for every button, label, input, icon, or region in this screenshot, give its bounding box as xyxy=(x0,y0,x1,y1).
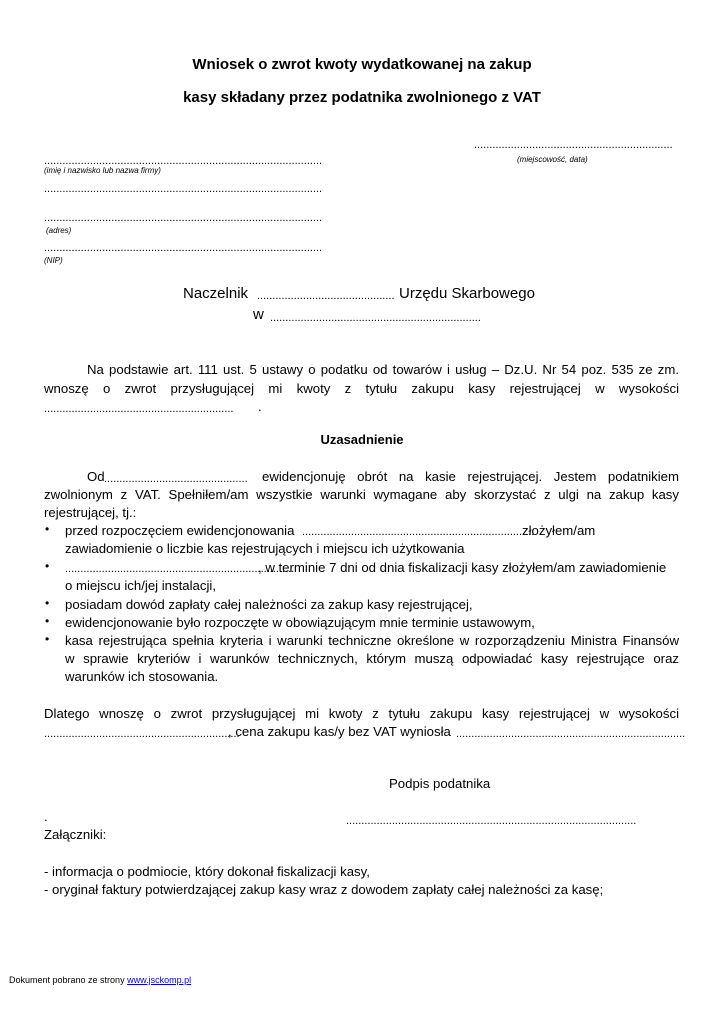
justification-line1: ewidencjonuję obrót na kasie rejestrującej. Jestem podatnikiem xyxy=(262,469,679,484)
footer-link[interactable]: www.jsckomp.pl xyxy=(127,975,192,985)
address-caption: (adres) xyxy=(46,226,72,235)
signature-field[interactable]: ............................................................................................... xyxy=(346,815,637,827)
installation-date-field[interactable]: ........................................................................... xyxy=(65,563,295,575)
request-paragraph-line1: Na podstawie art. 111 ust. 5 ustawy o podatku od towarów i usług – Dz.U. Nr 54 poz. 535 ze zm. xyxy=(87,362,679,377)
bullet1-text: przed rozpoczęciem ewidencjonowania xyxy=(65,523,295,538)
final-amount-field[interactable]: ................................................................ xyxy=(44,728,240,740)
bullet-icon: • xyxy=(45,559,50,573)
bullet1-end: złożyłem/am xyxy=(522,523,596,538)
final-request-line1: Dlatego wnoszę o zwrot przysługującej mi kwoty z tytułu zakupu kasy rejestrującej w wysokości xyxy=(44,706,679,721)
document-title-line1: Wniosek o zwrot kwoty wydatkowanej na zakup xyxy=(192,56,532,73)
bullet4-text: ewidencjonowanie było rozpoczęte w obowiązującym mnie terminie ustawowym, xyxy=(65,615,535,630)
amount-period: . xyxy=(258,399,262,414)
bullet-icon: • xyxy=(45,522,50,536)
attachment-item: - oryginał faktury potwierdzającej zakup kasy wraz z dowodem zapłaty całej należności za kasę; xyxy=(44,882,604,897)
justification-line3: rejestrującej, tj.: xyxy=(44,505,137,520)
bullet2-text: , w terminie 7 dni od dnia fiskalizacji kasy złożyłem/am zawiadomienie xyxy=(258,560,667,575)
bullet5-line2: w sprawie kryteriów i warunków technicznych, którym muszą odpowiadać kasy rejestrujące oraz xyxy=(65,651,679,666)
notification-date-field[interactable]: ............................................................................ xyxy=(302,526,535,538)
bullet-icon: • xyxy=(45,614,50,628)
footer-text: Dokument pobrano ze strony xyxy=(9,975,128,985)
request-paragraph-line2: wnoszę o zwrot przysługującej mi kwoty z tytułu zakupu kasy rejestrującej w wysokości xyxy=(44,381,679,396)
bullet-icon: • xyxy=(45,632,50,646)
tax-office-field[interactable]: ............................................. xyxy=(257,290,395,302)
bullet3-text: posiadam dowód zapłaty całej należności za zakup kasy rejestrującej, xyxy=(65,597,473,612)
addressee-w-label: w xyxy=(253,306,264,323)
bullet-icon: • xyxy=(45,596,50,610)
final-request-mid: , cena zakupu kas/y bez VAT wyniosła xyxy=(228,724,451,739)
place-date-field[interactable]: ................................................................. xyxy=(474,139,673,151)
bullet5-line3: warunków ich stosowania. xyxy=(65,669,219,684)
signature-label: Podpis podatnika xyxy=(389,776,491,791)
address-field[interactable]: ........................................................................................... xyxy=(44,212,323,224)
nip-field[interactable]: ........................................................................................... xyxy=(44,242,323,254)
footer-note xyxy=(9,975,191,985)
amount-field[interactable]: .............................................................. xyxy=(44,403,234,415)
section-heading: Uzasadnienie xyxy=(320,432,404,447)
bullet5-line1: kasa rejestrująca spełnia kryteria i warunki techniczne określone w rozporządzeniu Ministra Finansów xyxy=(65,633,679,648)
bullet2-line2: o miejscu ich/jej instalacji, xyxy=(65,578,216,593)
addressee-office: Urzędu Skarbowego xyxy=(399,285,535,302)
name-field[interactable]: ........................................................................................... xyxy=(44,155,323,167)
name-field-2[interactable]: ........................................................................................... xyxy=(44,183,323,195)
purchase-price-field[interactable]: ........................................................................... xyxy=(456,728,686,740)
place-date-caption: (miejscowość, data) xyxy=(517,155,588,164)
addressee-naczelnik: Naczelnik xyxy=(183,285,249,302)
small-dot: . xyxy=(44,809,48,824)
bullet1-line2: zawiadomienie o liczbie kas rejestrujących i miejscu ich użytkowania xyxy=(65,541,465,556)
justification-od: Od xyxy=(87,469,105,484)
document-title-line2: kasy składany przez podatnika zwolnionego z VAT xyxy=(183,89,541,106)
start-date-field[interactable]: ............................................... xyxy=(104,473,248,485)
attachment-item: - informacja o podmiocie, który dokonał fiskalizacji kasy, xyxy=(44,864,370,879)
nip-caption: (NIP) xyxy=(44,256,63,265)
justification-line2: zwolnionym z VAT. Spełniłem/am wszystkie warunki wymagane aby skorzystać z ulgi na zakup kasy xyxy=(44,487,679,502)
name-caption: (imię i nazwisko lub nazwa firmy) xyxy=(44,166,161,175)
office-city-field[interactable]: ..................................................................... xyxy=(270,312,481,324)
attachments-heading: Załączniki: xyxy=(44,827,107,842)
